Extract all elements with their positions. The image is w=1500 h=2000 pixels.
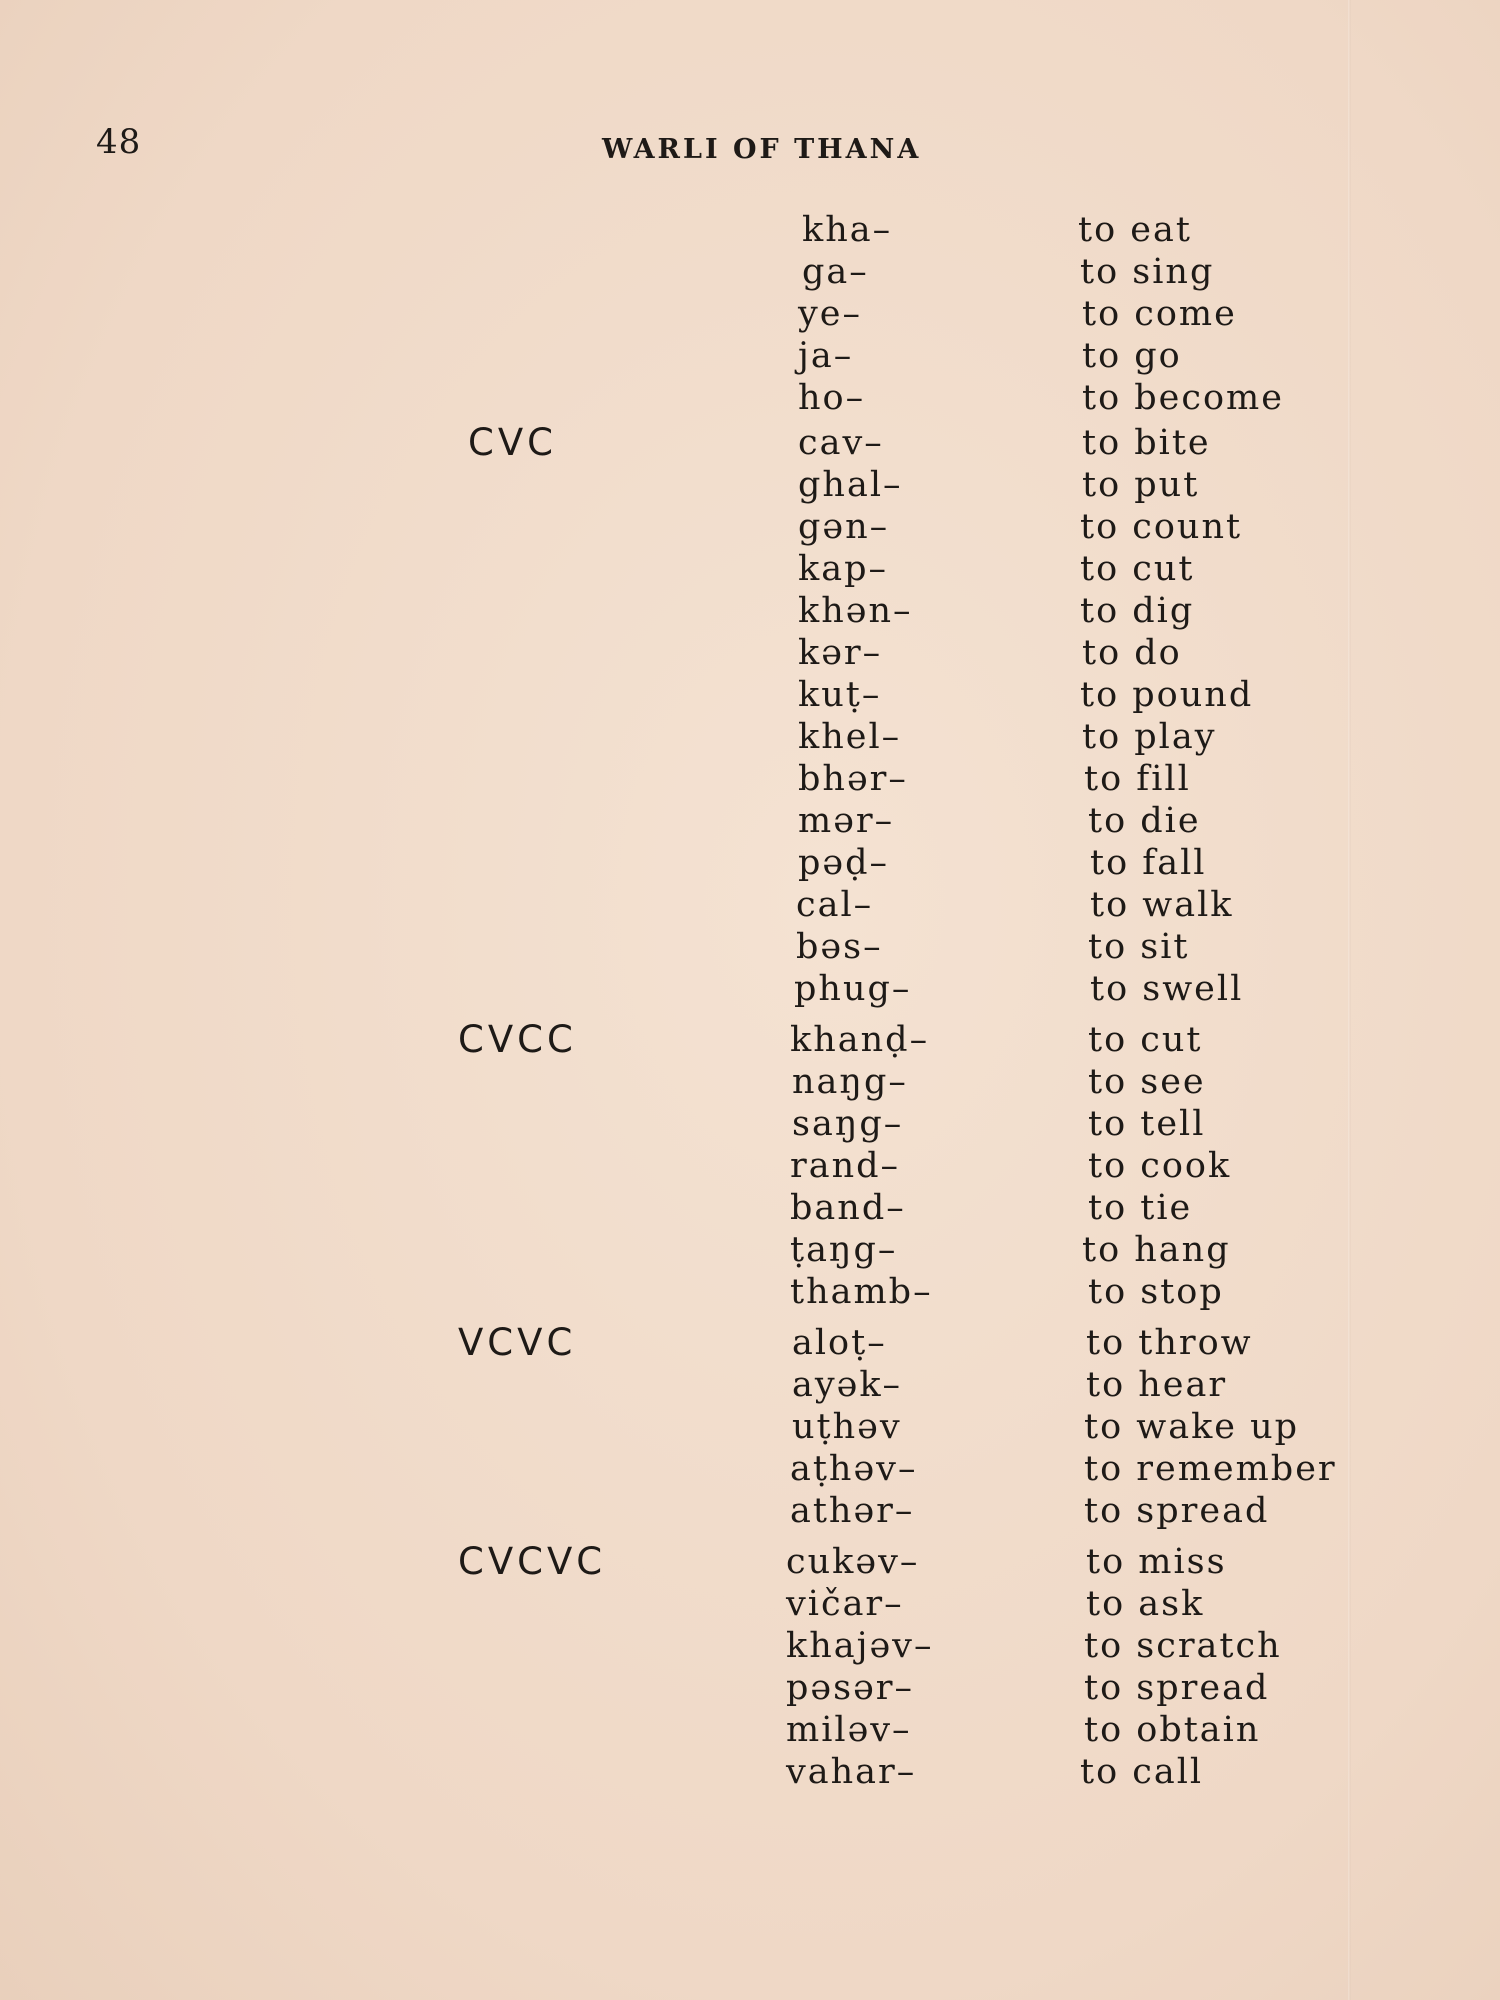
entry-row xyxy=(0,801,1500,841)
verb-root: khanḍ– xyxy=(790,1020,930,1060)
entry-row xyxy=(0,423,1500,463)
verb-gloss: to eat xyxy=(1078,210,1192,250)
verb-root: naŋg– xyxy=(792,1062,908,1102)
verb-root: vičar– xyxy=(786,1584,904,1624)
verb-gloss: to fill xyxy=(1084,759,1191,799)
verb-root: ghal– xyxy=(798,465,903,505)
entry-row xyxy=(0,336,1500,376)
entry-row xyxy=(0,1491,1500,1531)
entry-row xyxy=(0,1584,1500,1624)
verb-gloss: to spread xyxy=(1084,1668,1270,1708)
verb-root: ga– xyxy=(802,252,869,292)
entry-row xyxy=(0,591,1500,631)
verb-root: khajəv– xyxy=(786,1626,934,1666)
entry-row xyxy=(0,759,1500,799)
entry-row xyxy=(0,969,1500,1009)
verb-root: band– xyxy=(790,1188,906,1228)
entry-row xyxy=(0,927,1500,967)
entry-row xyxy=(0,1104,1500,1144)
entry-row xyxy=(0,843,1500,883)
entry-row xyxy=(0,1230,1500,1270)
entry-row xyxy=(0,378,1500,418)
verb-root: kər– xyxy=(798,633,883,673)
verb-gloss: to play xyxy=(1082,717,1217,757)
entry-row xyxy=(0,1752,1500,1792)
verb-root: saŋg– xyxy=(792,1104,904,1144)
verb-gloss: to see xyxy=(1088,1062,1206,1102)
entry-row xyxy=(0,210,1500,250)
verb-gloss: to swell xyxy=(1090,969,1244,1009)
verb-gloss: to go xyxy=(1082,336,1182,376)
verb-gloss: to call xyxy=(1080,1752,1204,1792)
verb-root: aloṭ– xyxy=(792,1323,887,1363)
verb-root: kuṭ– xyxy=(798,675,882,715)
verb-root: rand– xyxy=(790,1146,901,1186)
entry-row xyxy=(0,1407,1500,1447)
verb-gloss: to ask xyxy=(1086,1584,1205,1624)
verb-gloss: to do xyxy=(1082,633,1182,673)
verb-gloss: to scratch xyxy=(1084,1626,1282,1666)
verb-gloss: to bite xyxy=(1082,423,1211,463)
verb-root: gən– xyxy=(798,507,890,547)
verb-gloss: to put xyxy=(1082,465,1200,505)
verb-gloss: to cook xyxy=(1088,1146,1232,1186)
entry-row xyxy=(0,1542,1500,1582)
verb-gloss: to sing xyxy=(1080,252,1215,292)
verb-root: pəḍ– xyxy=(798,843,890,883)
verb-gloss: to count xyxy=(1080,507,1243,547)
verb-root: ho– xyxy=(798,378,866,418)
verb-gloss: to hear xyxy=(1086,1365,1228,1405)
verb-gloss: to pound xyxy=(1080,675,1254,715)
syllable-pattern-label: VCVC xyxy=(458,1321,577,1364)
verb-root: athər– xyxy=(790,1491,915,1531)
verb-root: ayək– xyxy=(792,1365,903,1405)
verb-gloss: to throw xyxy=(1086,1323,1253,1363)
entry-row xyxy=(0,717,1500,757)
verb-gloss: to tie xyxy=(1088,1188,1193,1228)
entry-row xyxy=(0,675,1500,715)
verb-root: cal– xyxy=(796,885,874,925)
entry-row xyxy=(0,252,1500,292)
verb-root: aṭhəv– xyxy=(790,1449,918,1489)
syllable-pattern-label: CVCC xyxy=(458,1018,577,1061)
entry-row xyxy=(0,1626,1500,1666)
verb-root: thamb– xyxy=(790,1272,933,1312)
entry-row xyxy=(0,1020,1500,1060)
verb-root: bhər– xyxy=(798,759,908,799)
entry-row xyxy=(0,1272,1500,1312)
verb-root: kap– xyxy=(798,549,888,589)
verb-root: kha– xyxy=(802,210,893,250)
syllable-pattern-label: CVCVC xyxy=(458,1540,607,1583)
entry-row xyxy=(0,1668,1500,1708)
verb-gloss: to spread xyxy=(1084,1491,1270,1531)
entry-row xyxy=(0,1323,1500,1363)
verb-gloss: to cut xyxy=(1088,1020,1203,1060)
entry-row xyxy=(0,1188,1500,1228)
verb-gloss: to come xyxy=(1082,294,1237,334)
verb-root: pəsər– xyxy=(786,1668,915,1708)
verb-gloss: to obtain xyxy=(1084,1710,1261,1750)
verb-root: cav– xyxy=(798,423,884,463)
verb-gloss: to sit xyxy=(1088,927,1190,967)
verb-gloss: to miss xyxy=(1086,1542,1227,1582)
verb-root: uṭhəv xyxy=(792,1407,902,1447)
entry-row xyxy=(0,1365,1500,1405)
verb-gloss: to die xyxy=(1088,801,1201,841)
verb-root: ṭaŋg– xyxy=(790,1230,898,1270)
verb-root: cukəv– xyxy=(786,1542,920,1582)
verb-root: bəs– xyxy=(796,927,883,967)
entry-row xyxy=(0,633,1500,673)
verb-gloss: to walk xyxy=(1090,885,1234,925)
verb-gloss: to wake up xyxy=(1084,1407,1300,1447)
syllable-pattern-label: CVC xyxy=(468,421,557,464)
entry-row xyxy=(0,1710,1500,1750)
entry-row xyxy=(0,507,1500,547)
entry-row xyxy=(0,465,1500,505)
verb-root: phug– xyxy=(794,969,912,1009)
verb-root: khən– xyxy=(798,591,913,631)
entry-row xyxy=(0,1146,1500,1186)
entry-row xyxy=(0,1449,1500,1489)
verb-gloss: to hang xyxy=(1082,1230,1231,1270)
verb-root: khel– xyxy=(798,717,902,757)
running-title: WARLI OF THANA xyxy=(602,134,922,165)
verb-gloss: to fall xyxy=(1090,843,1207,883)
verb-root: mər– xyxy=(798,801,895,841)
verb-gloss: to become xyxy=(1082,378,1284,418)
verb-gloss: to tell xyxy=(1088,1104,1206,1144)
verb-gloss: to stop xyxy=(1088,1272,1224,1312)
entry-row xyxy=(0,885,1500,925)
verb-root: ye– xyxy=(798,294,862,334)
verb-gloss: to dig xyxy=(1080,591,1195,631)
verb-gloss: to remember xyxy=(1084,1449,1337,1489)
entry-row xyxy=(0,294,1500,334)
entry-row xyxy=(0,1062,1500,1102)
verb-root: miləv– xyxy=(786,1710,912,1750)
page-number: 48 xyxy=(96,122,142,162)
verb-root: vahar– xyxy=(786,1752,917,1792)
verb-root: ja– xyxy=(798,336,854,376)
verb-gloss: to cut xyxy=(1080,549,1195,589)
entry-row xyxy=(0,549,1500,589)
